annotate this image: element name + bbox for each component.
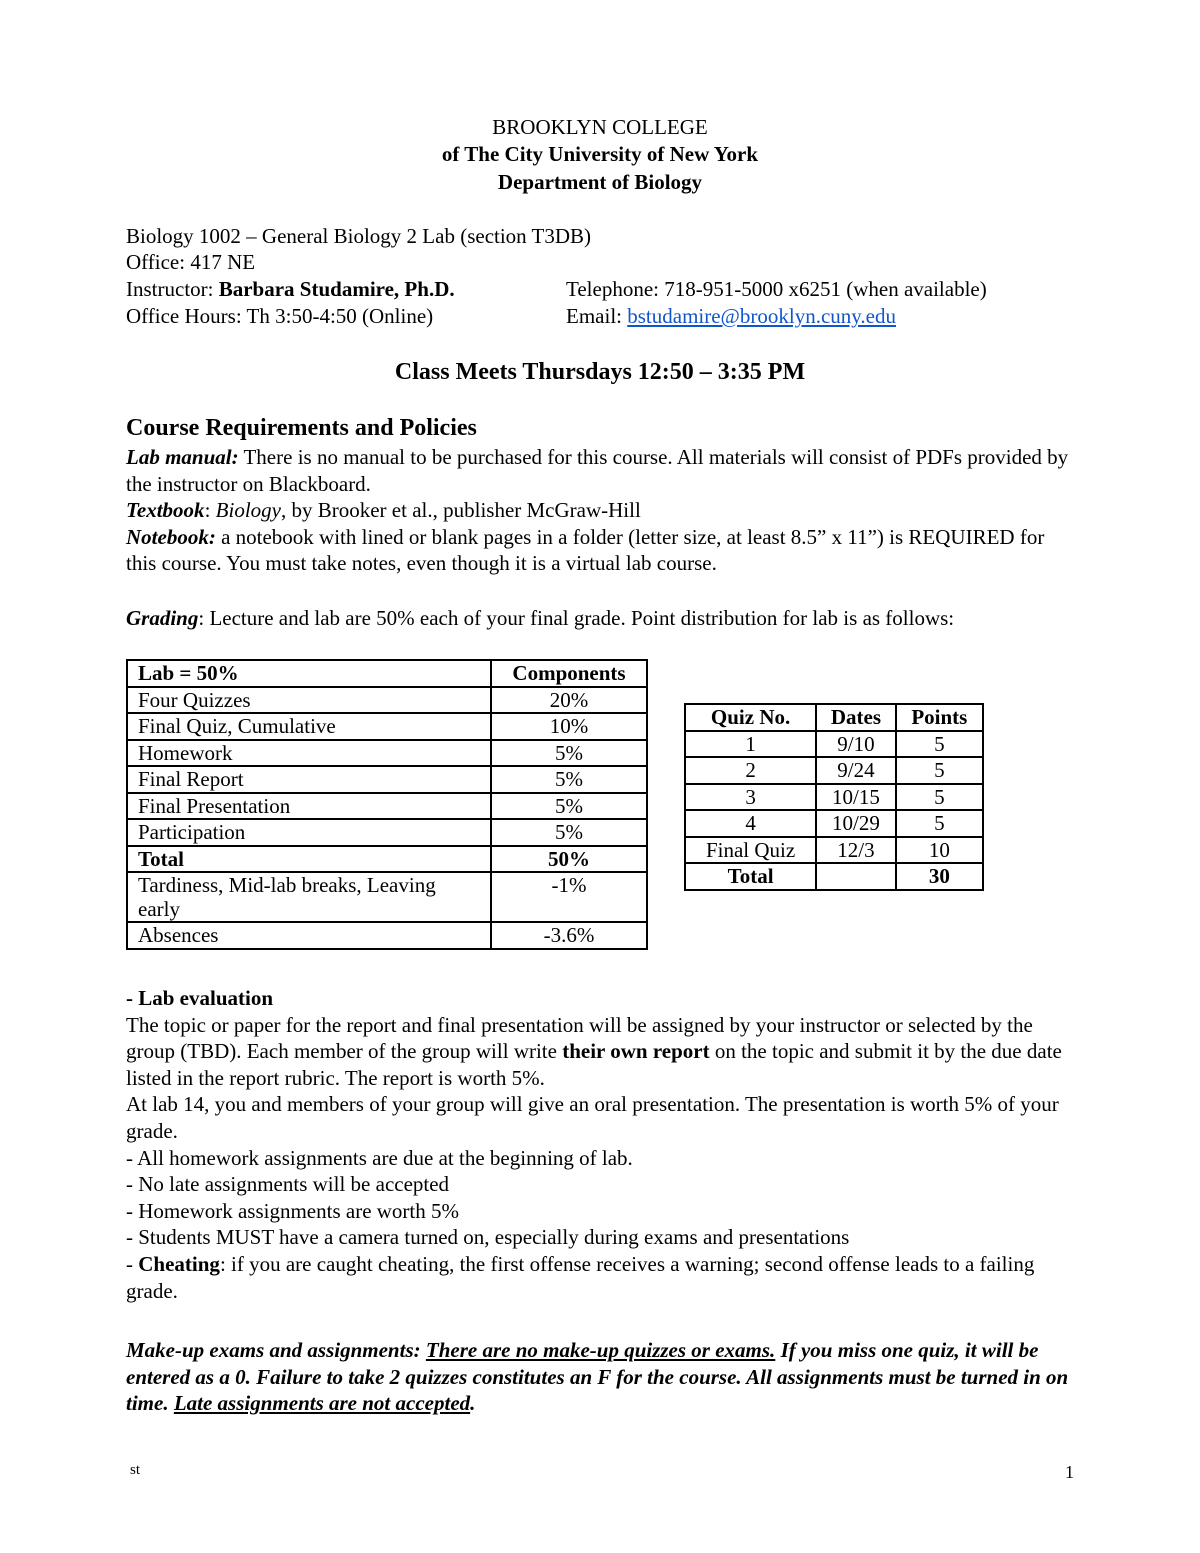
requirements-paragraph [126,444,1076,577]
section-title-requirements: Course Requirements and Policies [126,415,477,441]
table-cell: Components [491,660,647,687]
table-cell: 12/3 [816,837,896,864]
bullet-item: - Students MUST have a camera turned on, especially during exams and presentations [126,1225,850,1250]
presentation-text: At lab 14, you and members of your group will give an oral presentation. The presentation is worth 5% of your grade. [126,1092,1059,1143]
email-line [566,303,896,329]
table-cell: 20% [491,687,647,714]
table-row [685,757,983,784]
telephone: Telephone: 718-951-5000 x6251 (when available) [566,277,987,301]
table-row [127,687,647,714]
table-cell: Final Presentation [127,793,491,820]
instructor-label: Instructor: [126,277,219,301]
table-row [127,766,647,793]
office-hours: Office Hours: Th 3:50-4:50 (Online) [126,304,434,328]
table-cell: -3.6% [491,922,647,949]
instructor-line [126,276,455,302]
table-cell: Final Report [127,766,491,793]
college-name: BROOKLYN COLLEGE [492,115,708,139]
table-cell: -1% [491,872,647,922]
grading-table [126,659,648,950]
table-row [685,810,983,837]
table-cell: 10% [491,713,647,740]
textbook-rest: , by Brooker et al., publisher McGraw-Hill [280,498,641,523]
table-cell: Final Quiz, Cumulative [127,713,491,740]
table-cell: Points [896,704,983,731]
table-cell: Participation [127,819,491,846]
makeup-underlined-2: Late assignments are not accepted [173,1391,471,1416]
table-row [127,819,647,846]
lab-eval-text-c: on the topic and submit it by the due date listed in the report rubric. The report is worth 5%. [126,1039,1062,1090]
table-cell: 10 [896,837,983,864]
table-cell: 5 [896,810,983,837]
table-cell: Total [127,846,491,873]
table-cell: Homework [127,740,491,767]
table-row [685,784,983,811]
lab-evaluation-title: - Lab evaluation [126,986,274,1010]
table-row [127,872,647,922]
department-name: Department of Biology [497,170,703,194]
table-row [685,863,983,890]
textbook-label: Textbook [126,498,205,523]
email-label: Email: [566,304,628,328]
university-name: of The City University of New York [441,142,759,166]
table-cell [816,863,896,890]
instructor-name: Barbara Studamire, Ph.D. [218,277,455,301]
table-cell: 4 [685,810,816,837]
table-cell: Total [685,863,816,890]
table-cell: 3 [685,784,816,811]
textbook-sep: : [204,498,216,523]
table-header-row [127,660,647,687]
table-cell: 2 [685,757,816,784]
cheating-text: : if you are caught cheating, the first offense receives a warning; second offense leads to a failing grade. [126,1251,1035,1303]
lab-manual-text: There is no manual to be purchased for this course. All materials will consist of PDFs provided by the instructor on Blackboard. [126,445,1069,496]
lab-evaluation-section [126,985,1076,1304]
bullet-item: - Homework assignments are worth 5% [126,1198,460,1223]
table-row [127,740,647,767]
grading-paragraph [126,605,1076,632]
table-cell: 10/15 [816,784,896,811]
table-cell: Quiz No. [685,704,816,731]
makeup-mid: If you miss one quiz, it will be entered as a 0. Failure to take 2 quizzes constitutes an F for the course. All assignments must be turned in on time. [126,1338,1069,1416]
table-row [127,793,647,820]
office-location: Office: 417 NE [126,250,256,274]
makeup-underlined-1: There are no make-up quizzes or exams. [425,1338,776,1362]
table-cell: Final Quiz [685,837,816,864]
table-cell: Lab = 50% [127,660,491,687]
table-row [127,846,647,873]
table-cell: 5% [491,740,647,767]
class-meets: Class Meets Thursdays 12:50 – 3:35 PM [394,359,806,385]
lab-eval-text-a: The topic or paper for the report and final presentation will be assigned by your instructor or selected by the group (TBD). Each member of the group will write [126,1012,1033,1064]
table-cell: 5% [491,766,647,793]
makeup-end: . [470,1391,476,1416]
table-cell: 5 [896,784,983,811]
table-cell: Tardiness, Mid-lab breaks, Leaving early [127,872,491,922]
bullet-item: - No late assignments will be accepted [126,1172,450,1197]
cheating-label: Cheating [138,1251,220,1276]
table-row [685,731,983,758]
table-cell: 10/29 [816,810,896,837]
grading-text: : Lecture and lab are 50% each of your final grade. Point distribution for lab is as follows: [198,606,955,630]
table-cell: Dates [816,704,896,731]
table-cell: 30 [896,863,983,890]
table-header-row [685,704,983,731]
table-cell: 5 [896,757,983,784]
table-row [685,837,983,864]
lab-eval-bold: their own report [562,1039,710,1064]
grading-label: Grading [126,606,199,630]
footer-initials: st [130,1462,141,1478]
table-cell: 9/24 [816,757,896,784]
table-cell: 5% [491,793,647,820]
makeup-policy [126,1337,1076,1417]
lab-manual-label: Lab manual: [126,445,239,469]
table-cell: 5 [896,731,983,758]
table-row [127,922,647,949]
table-cell: Absences [127,922,491,949]
table-cell: Four Quizzes [127,687,491,714]
textbook-title: Biology [215,498,281,523]
cheating-prefix: - [126,1251,139,1276]
course-title: Biology 1002 – General Biology 2 Lab (section T3DB) [126,224,592,248]
table-cell: 50% [491,846,647,873]
makeup-label: Make-up exams and assignments: [126,1338,421,1362]
email-link[interactable]: bstudamire@brooklyn.cuny.edu [627,304,897,328]
table-cell: 9/10 [816,731,896,758]
notebook-text: a notebook with lined or blank pages in a folder (letter size, at least 8.5” x 11”) is REQUIRED for this course. You must take notes, even though it is a virtual lab course. [126,524,1045,576]
table-row [127,713,647,740]
bullet-item: - All homework assignments are due at the beginning of lab. [126,1145,633,1170]
table-cell: 1 [685,731,816,758]
notebook-label: Notebook: [126,524,216,549]
page-number: 1 [1065,1462,1074,1482]
table-cell: 5% [491,819,647,846]
quiz-table [684,703,984,891]
